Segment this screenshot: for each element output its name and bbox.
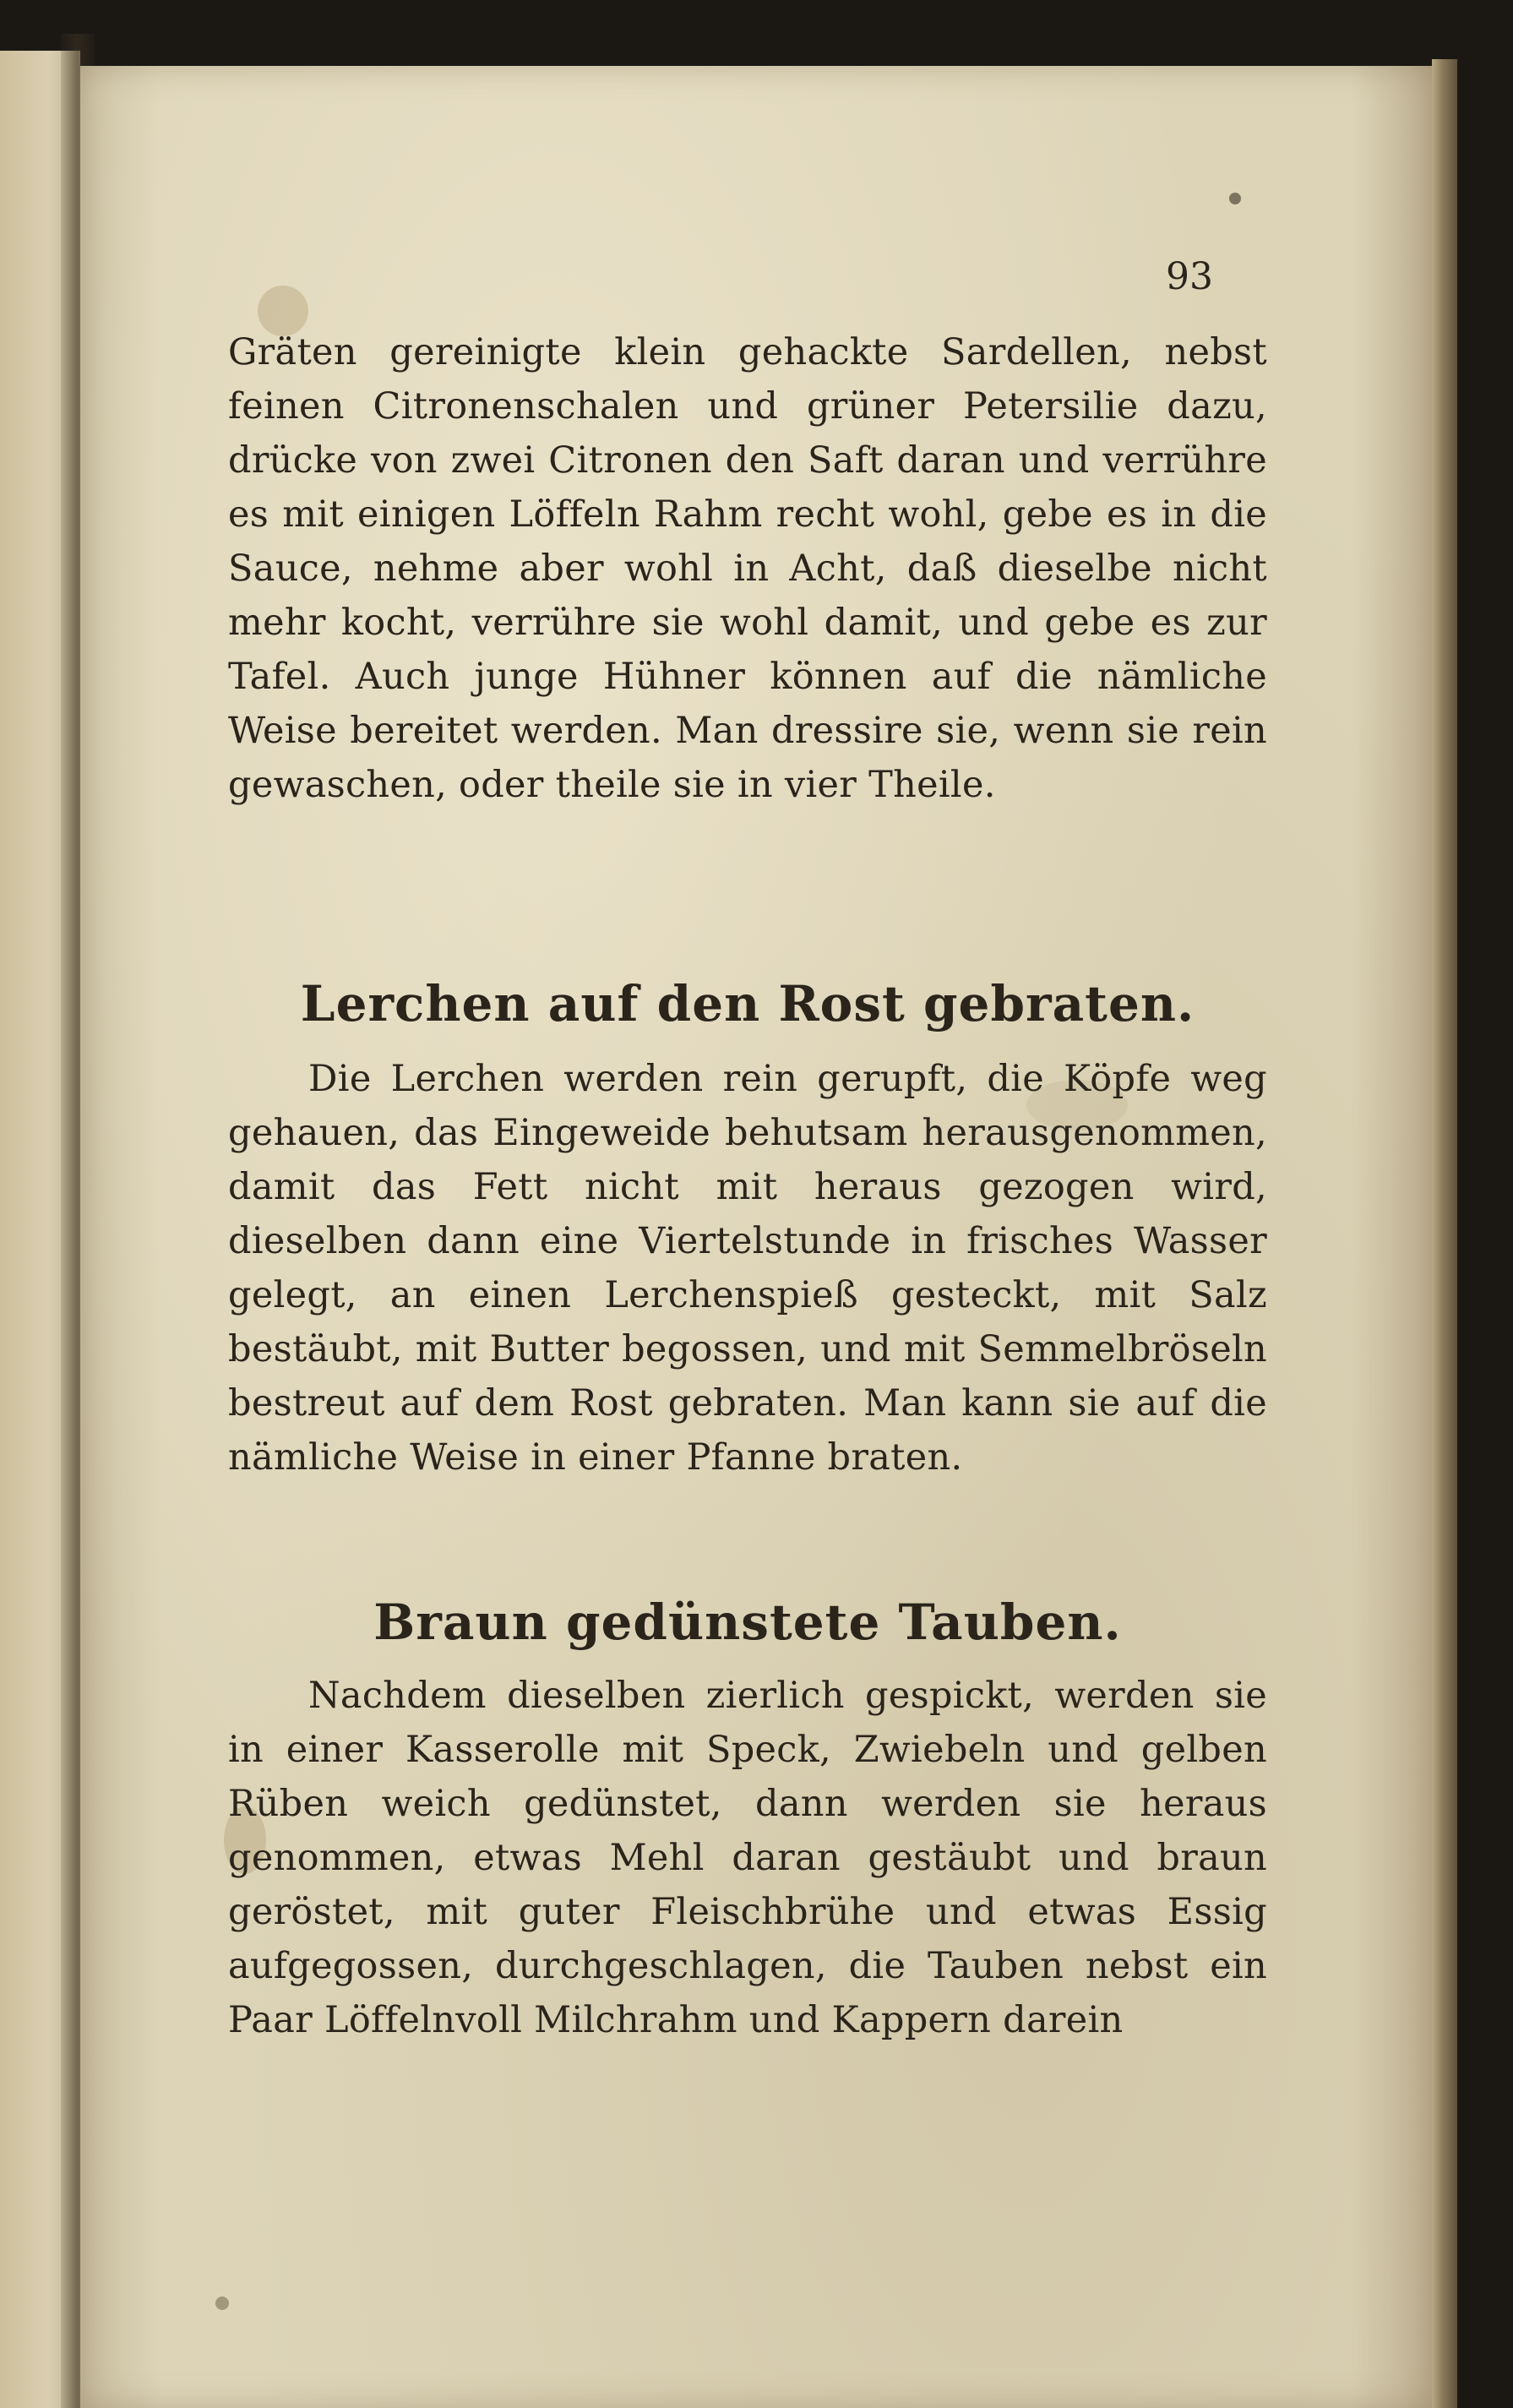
recipe-body-pigeons: Nachdem dieselben zierlich gespickt, werden sie in einer Kasserolle mit Speck, Zwiebeln und gelben Rüben weich gedünstet, dann werden sie heraus genommen, etwas Mehl daran gestäubt und braun geröstet, mit guter Fleischbrühe und etwas Essig aufgegossen, durchgeschlagen, die Tauben nebst ein Paar Löffelnvoll Milchrahm und Kappern darein <box>228 1675 1267 2041</box>
recipe-body-larks: Die Lerchen werden rein gerupft, die Köpfe weg gehauen, das Eingeweide behutsam herausgenommen, damit das Fett nicht mit heraus gezogen wird, dieselben dann eine Viertelstunde in frisches Wasser gelegt, an einen Lerchenspieß gesteckt, mit Salz bestäubt, mit Butter begossen, und mit Semmelbröseln bestreut auf dem Rost gebraten. Man kann sie auf die nämliche Weise in einer Pfanne braten. <box>228 1058 1267 1479</box>
recipe-heading-larks: Lerchen auf den Rost gebraten. <box>300 975 1195 1032</box>
page-stack-edge <box>1432 59 1457 2408</box>
paper-stain <box>215 2296 229 2310</box>
paragraph-intro: Gräten gereinigte klein gehackte Sardellen, nebst feinen Citronenschalen und grüner Petersilie dazu, drücke von zwei Citronen den Saft daran und verrühre es mit einigen Löffeln Rahm recht wohl, gebe es in die Sauce, nehme aber wohl in Acht, daß dieselbe nicht mehr kocht, verrühre sie wohl damit, und gebe es zur Tafel. Auch junge Hühner können auf die nämliche Weise bereitet werden. Man dressire sie, wenn sie rein gewaschen, oder theile sie in vier Theile. <box>228 331 1267 806</box>
page-text <box>228 0 1267 2408</box>
recipe-heading-pigeons: Braun gedünstete Tauben. <box>373 1594 1122 1651</box>
page-number: 93 <box>1166 255 1213 298</box>
